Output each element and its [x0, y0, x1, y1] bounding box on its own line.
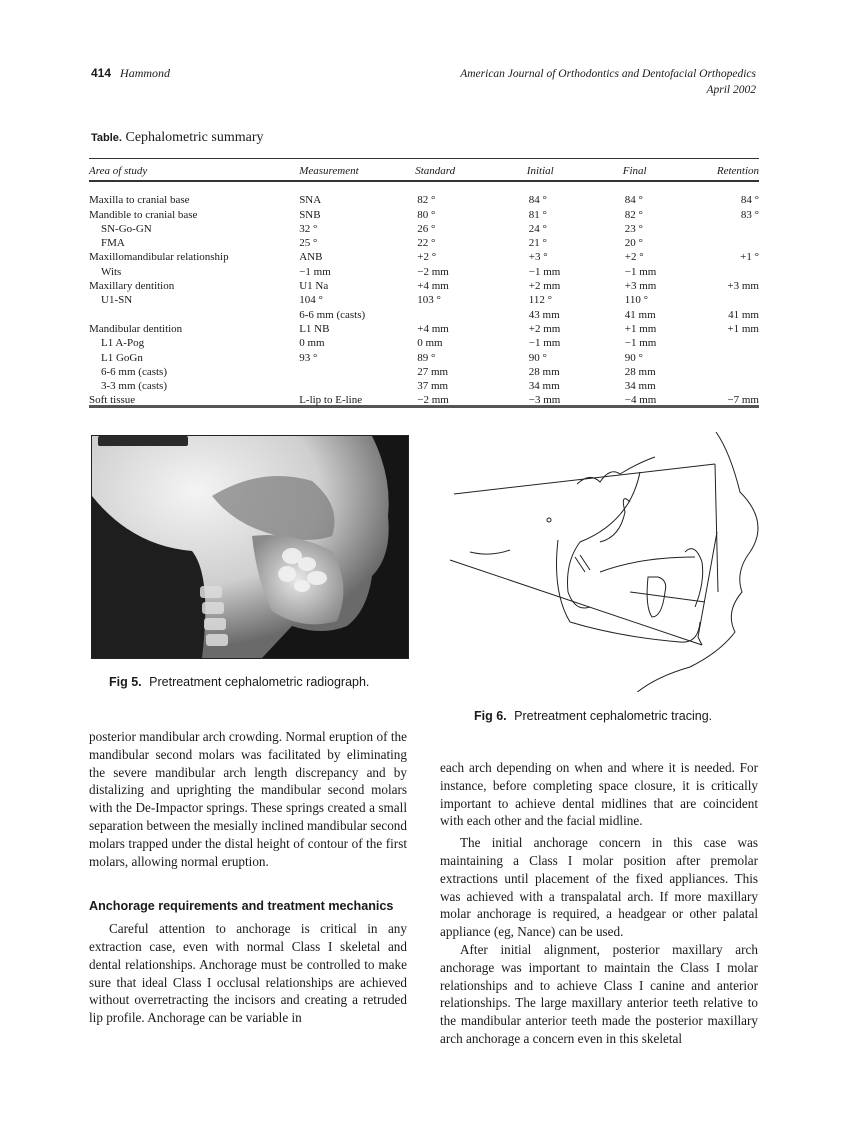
table-cell-measurement: 32 ° — [299, 222, 318, 235]
table-cell-measurement: ANB — [299, 251, 323, 264]
table-header-row — [89, 162, 759, 179]
table-cell-final: 41 mm — [624, 308, 656, 321]
page-number: 414 — [91, 66, 112, 80]
body-column-left — [89, 728, 407, 1027]
table-cell-retention: +1 ° — [740, 251, 759, 264]
table-cell-final: 84 ° — [624, 194, 643, 207]
table-cell-measurement: U1 Na — [299, 280, 329, 293]
table-cell-initial: 28 mm — [528, 365, 560, 378]
paragraph: posterior mandibular arch crowding. Normal eruption of the mandibular second molars was facilitated by eliminating the severe mandibular arch length discrepancy and by distalizing and uprighting the mandibular second molars with the De-Impactor springs. These springs created a small separation between the mesially inclined mandibular second molars trapped under the distal height of contour of the first molars, allowing normal eruption. — [89, 729, 407, 869]
table-cell-initial: −1 mm — [528, 265, 561, 278]
table-label: Table. — [91, 132, 122, 144]
table-cell-initial: −1 mm — [528, 337, 561, 350]
table-cell-retention — [705, 293, 759, 307]
table-cell-final: −1 mm — [624, 265, 657, 278]
table-cell-measurement: 93 ° — [299, 351, 318, 364]
table-cell-retention: +3 mm — [727, 280, 759, 293]
table-cell-standard: 0 mm — [417, 337, 443, 350]
table-cell-final: 34 mm — [624, 380, 656, 393]
paragraph: Careful attention to anchorage is critical in any extraction case, even with normal Class I skeletal and dental relationships. Anchorage must be controlled to make sure that ideal Class I occlusal relationships are achieved without overretracting the incisors and creating a retruded lip profile. Anchorage can be variable in — [89, 921, 407, 1026]
col-header-measurement: Measurement — [299, 164, 359, 177]
table-caption: Cephalometric summary — [125, 130, 264, 145]
table-row — [89, 193, 759, 207]
table-cell-initial: +3 ° — [528, 251, 548, 264]
table-cell-area: SN-Go-GN — [101, 222, 152, 235]
table-cell-area: Maxillomandibular relationship — [89, 251, 229, 264]
table-cell-standard: +2 ° — [417, 251, 437, 264]
table-cell-measurement: SNA — [299, 194, 322, 207]
table-cell-initial: 43 mm — [528, 308, 560, 321]
table-top-rule — [89, 158, 759, 159]
table-cell-standard: 89 ° — [417, 351, 436, 364]
table-cell-standard: 37 mm — [417, 380, 449, 393]
table-cell-measurement — [289, 365, 411, 379]
table-cell-retention — [705, 236, 759, 250]
table-cell-initial: +2 mm — [528, 280, 561, 293]
table-row — [89, 250, 759, 264]
table-cell-area: Soft tissue — [89, 394, 136, 407]
running-author: Hammond — [120, 66, 171, 80]
table-cell-initial: 90 ° — [528, 351, 547, 364]
fig5-radiograph-image — [91, 435, 409, 659]
table-cell-area: L1 GoGn — [101, 351, 143, 364]
col-header-final: Final — [622, 164, 647, 177]
col-header-retention: Retention — [716, 164, 759, 177]
section-heading: Anchorage requirements and treatment mechanics — [89, 899, 394, 914]
table-row — [89, 351, 759, 365]
fig6-caption — [474, 709, 712, 723]
table-cell-standard: 26 ° — [417, 222, 436, 235]
fig6-caption-text: Pretreatment cephalometric tracing. — [514, 709, 713, 723]
paragraph: each arch depending on when and where it is needed. For instance, before completing space closure, it is critically important to achieve dental midlines that are coincident with each other and the facial midline. — [440, 760, 758, 829]
table-cell-retention — [705, 379, 759, 393]
table-cell-measurement: SNB — [299, 208, 321, 221]
table-cell-final: 82 ° — [624, 208, 643, 221]
table-cell-initial: 24 ° — [528, 222, 547, 235]
body-column-right — [440, 759, 758, 1048]
table-cell-final: −1 mm — [624, 337, 657, 350]
table-cell-final: 23 ° — [624, 222, 643, 235]
table-row — [89, 379, 759, 393]
table-cell-initial: 112 ° — [528, 294, 553, 307]
table-cell-measurement: L1 NB — [299, 322, 330, 335]
fig6-label: Fig 6. — [474, 709, 507, 723]
table-cell-standard: +4 mm — [417, 280, 449, 293]
table-cell-initial: 21 ° — [528, 237, 547, 250]
table-cell-retention: 84 ° — [740, 194, 759, 207]
table-cell-final: 20 ° — [624, 237, 643, 250]
tracing-illustration — [440, 432, 770, 692]
table-row — [89, 336, 759, 350]
fig6-tracing-image — [440, 432, 770, 692]
table-row — [89, 308, 759, 322]
table-cell-area: Wits — [101, 265, 122, 278]
table-cell-measurement: 25 ° — [299, 237, 318, 250]
table-cell-retention: 41 mm — [728, 308, 759, 321]
table-cell-final: 90 ° — [624, 351, 643, 364]
table-cell-final: +1 mm — [624, 322, 657, 335]
table-cell-retention — [705, 336, 759, 350]
issue-date: April 2002 — [706, 84, 756, 96]
table-cell-final: +3 mm — [624, 280, 657, 293]
table-cell-final: −4 mm — [624, 394, 657, 407]
table-row — [89, 222, 759, 236]
col-header-standard: Standard — [415, 164, 456, 177]
table-cell-standard: 103 ° — [417, 294, 441, 307]
table-cell-area: L1 A-Pog — [101, 337, 145, 350]
table-cell-measurement — [289, 379, 411, 393]
col-header-initial: Initial — [526, 164, 554, 177]
table-cell-area: U1-SN — [101, 294, 133, 307]
table-cell-final: +2 ° — [624, 251, 644, 264]
table-cell-retention — [705, 365, 759, 379]
table-cell-retention — [705, 222, 759, 236]
table-row — [89, 293, 759, 307]
table-cell-measurement: 104 ° — [299, 294, 323, 307]
table-cell-initial: 84 ° — [528, 194, 547, 207]
table-cell-standard: 80 ° — [417, 208, 436, 221]
table-cell-area: Maxillary dentition — [89, 280, 175, 293]
table-cell-standard: −2 mm — [417, 394, 449, 407]
table-cell-standard — [411, 308, 513, 322]
table-cell-retention: +1 mm — [727, 322, 759, 335]
table-cell-measurement: 6-6 mm (casts) — [299, 308, 366, 321]
table-cell-standard: +4 mm — [417, 322, 449, 335]
table-cell-final: 28 mm — [624, 365, 656, 378]
cephalometric-summary-table — [89, 162, 759, 408]
paragraph: After initial alignment, posterior maxillary arch anchorage was important to maintain the Class I molar relationships and to achieve Class I canine and anterior relationships. The large maxillary anterior teeth relative to the mandibular anterior teeth made the posterior maxillary arch anchorage a concern even in this skeletal — [440, 941, 758, 1046]
running-header-left — [91, 66, 170, 81]
table-row — [89, 322, 759, 336]
table-cell-measurement: 0 mm — [299, 337, 325, 350]
table-cell-retention: −7 mm — [727, 394, 759, 407]
table-title — [91, 130, 264, 146]
table-row — [89, 393, 759, 407]
table-row — [89, 208, 759, 222]
radiograph-illustration — [92, 436, 408, 658]
table-cell-area: Mandible to cranial base — [89, 208, 198, 221]
journal-name: American Journal of Orthodontics and Dentofacial Orthopedics — [460, 68, 756, 80]
fig5-label: Fig 5. — [109, 675, 142, 689]
table-cell-area: Maxilla to cranial base — [89, 194, 190, 207]
table-row — [89, 279, 759, 293]
table-cell-retention — [705, 265, 759, 279]
table-cell-retention: 83 ° — [740, 208, 759, 221]
table-row — [89, 265, 759, 279]
table-cell-area: FMA — [101, 237, 125, 250]
table-row — [89, 365, 759, 379]
table-cell-initial: 81 ° — [528, 208, 547, 221]
table-cell-initial: +2 mm — [528, 322, 561, 335]
table-cell-measurement: −1 mm — [299, 265, 331, 278]
col-header-area: Area of study — [89, 164, 148, 177]
table-cell-standard: 27 mm — [417, 365, 449, 378]
fig5-caption — [109, 675, 369, 689]
table-cell-retention — [705, 351, 759, 365]
table-cell-initial: 34 mm — [528, 380, 560, 393]
table-cell-measurement: L-lip to E-line — [299, 394, 363, 407]
table-cell-area: 3-3 mm (casts) — [101, 380, 167, 393]
paragraph: The initial anchorage concern in this case was maintaining a Class I molar position after premolar extractions until placement of the fixed appliances. This was achieved with a transpalatal arch. If more maxillary molar anchorage is required, a headgear or other palatal appliance (eg, Nance) can be used. — [440, 835, 758, 940]
table-cell-area: Mandibular dentition — [89, 322, 183, 335]
table-cell-area — [89, 308, 289, 322]
table-cell-standard: −2 mm — [417, 265, 449, 278]
fig5-caption-text: Pretreatment cephalometric radiograph. — [149, 675, 370, 689]
table-cell-initial: −3 mm — [528, 394, 561, 407]
table-row — [89, 236, 759, 250]
table-cell-final: 110 ° — [624, 294, 649, 307]
table-cell-standard: 82 ° — [417, 194, 436, 207]
running-header-right — [460, 66, 756, 98]
table-cell-area: 6-6 mm (casts) — [101, 365, 167, 378]
table-cell-standard: 22 ° — [417, 237, 436, 250]
